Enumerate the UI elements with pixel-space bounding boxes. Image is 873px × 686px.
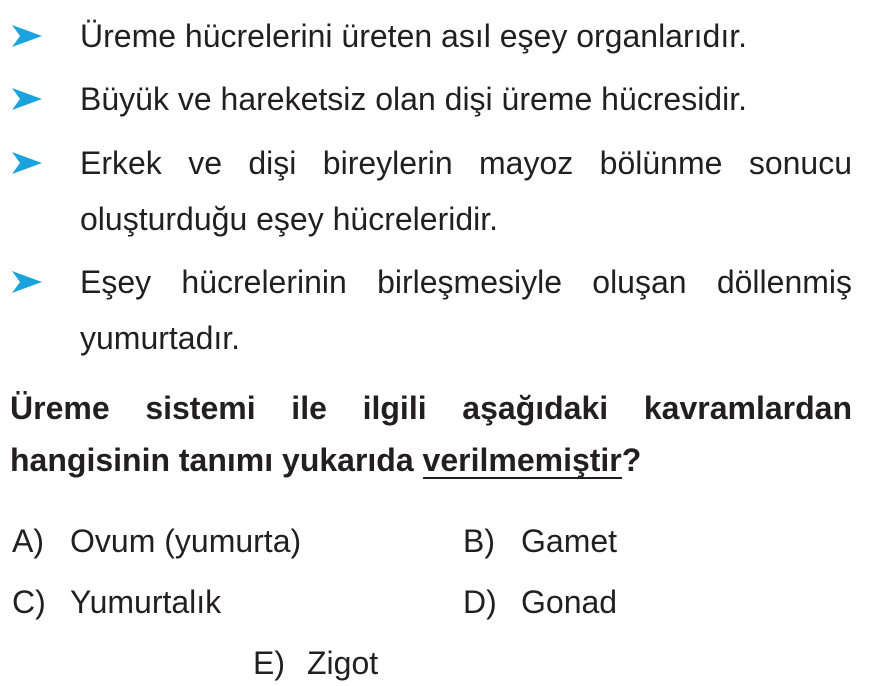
option-text: Gonad (521, 584, 618, 620)
definition-line: yumurtadır. (80, 320, 241, 356)
arrowhead-bullet-icon (12, 88, 42, 110)
definition-text (80, 71, 852, 127)
option-text: Yumurtalık (70, 584, 222, 620)
definition-line: Büyük ve hareketsiz olan dişi üreme hücresidir. (80, 81, 747, 117)
option-b[interactable] (463, 521, 617, 561)
option-d[interactable] (463, 582, 617, 622)
option-c[interactable] (12, 582, 221, 622)
definition-line: Eşey hücrelerinin birleşmesiyle oluşan döllenmiş (80, 264, 852, 300)
option-letter: D) (463, 584, 497, 620)
definition-line: oluşturduğu eşey hücreleridir. (80, 201, 499, 237)
definition-line: Üreme hücrelerini üreten asıl eşey organlarıdır. (80, 18, 747, 54)
question-mark: ? (621, 442, 642, 478)
option-e[interactable] (253, 643, 378, 683)
option-a[interactable] (12, 521, 301, 561)
question-line-2-prefix: hangisinin tanımı yukarıda (10, 442, 423, 478)
arrowhead-bullet-icon (12, 271, 42, 293)
question-line-1: Üreme sistemi ile ilgili aşağıdaki kavramlardan (10, 390, 852, 426)
option-letter: C) (12, 584, 46, 620)
definition-text (80, 135, 852, 247)
question-line-2 (10, 434, 852, 486)
definition-line: Erkek ve dişi bireylerin mayoz bölünme sonucu (80, 145, 852, 181)
option-text: Zigot (307, 645, 379, 681)
arrowhead-bullet-icon (12, 25, 42, 47)
option-letter: E) (253, 645, 285, 681)
option-letter: A) (12, 523, 44, 559)
question-stem (10, 382, 852, 486)
definition-text (80, 254, 852, 366)
option-text: Ovum (yumurta) (70, 523, 302, 559)
arrowhead-bullet-icon (12, 152, 42, 174)
option-letter: B) (463, 523, 495, 559)
underlined-keyword: verilmemiştir (422, 442, 622, 478)
option-text: Gamet (521, 523, 618, 559)
definition-text (80, 8, 852, 64)
